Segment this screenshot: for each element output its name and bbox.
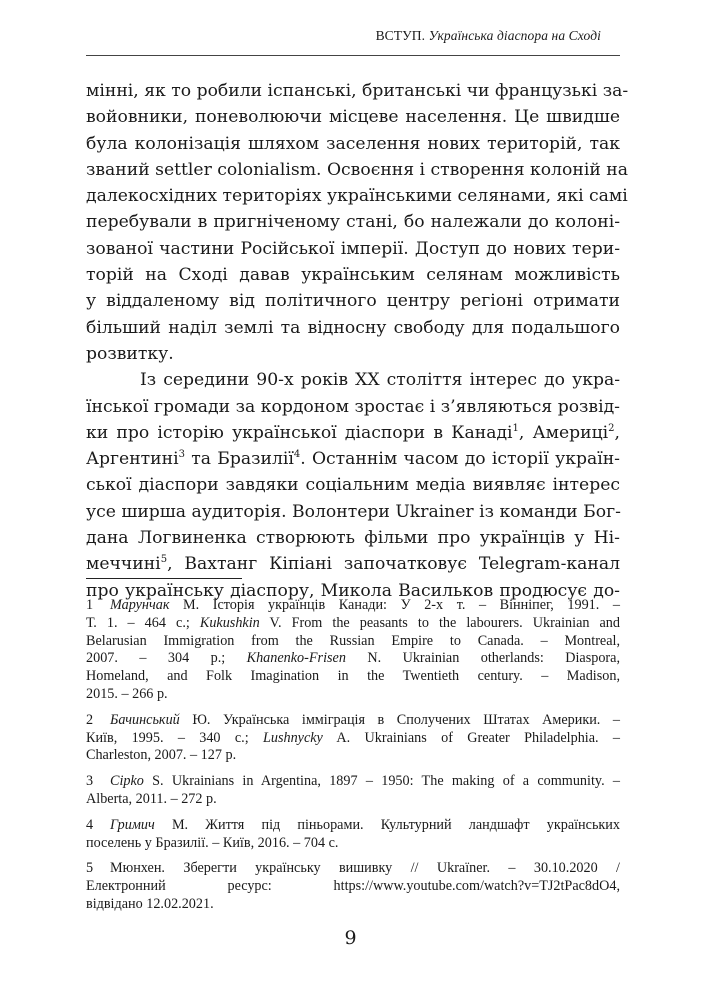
footnote-number: 5 [86,860,94,877]
body-line: дана Логвиненка створюють фільми про українців у Ні- [86,528,620,549]
body-line: про українську діаспору, Микола Васильков продюсує до- [86,580,620,601]
footnote-line [86,597,620,615]
footnote-text: М. Історія українців Канади: У 2-х т. – Вінніпег, 1991. – [169,597,620,613]
text-segment: , Вахтанг Кіпіані започатковує Telegram-канал [167,554,620,575]
footnote-number: 4 [86,816,94,833]
paragraph-1 [86,78,629,367]
body-line: мінні, як то робили іспанські, британські чи французькі за- [86,81,629,101]
body-line: званий settler colonialism. Освоєння і створення колоній на [86,159,628,180]
body-line: була колонізація шляхом заселення нових територій, так [86,133,620,154]
footnote-text: V. From the peasants to the labourers. Ukrainian and [259,614,620,631]
footnote-text: N. Ukrainian otherlands: Diaspora, [345,650,620,667]
footnote-ref-4[interactable]: 4 [293,449,301,461]
footnote-4 [86,817,620,853]
footnote-ref-1[interactable]: 1 [512,422,519,434]
footnote-author: Cipko [110,773,144,790]
footnote-author: Гримич [110,816,155,833]
body-line: зованої частини Російської імперії. Доступ до нових тери- [86,238,620,259]
footnote-line: поселень у Бразилії. – Київ, 2016. – 704 с. [86,834,339,851]
text-segment: меччині [86,554,161,575]
footnote-author: Бачинський [110,711,180,728]
footnote-ref-5[interactable]: 5 [160,554,168,566]
body-line: у віддаленому від політичного центру регіоні отримати [86,291,620,312]
body-line [86,551,620,577]
body-line: войовники, поневолюючи місцеве населення. Це швидше [86,107,620,128]
footnote-line: 2015. – 266 p. [86,685,168,702]
body-line: розвитку. [86,343,174,364]
header-divider [86,55,620,56]
footnote-ref-3[interactable]: 3 [178,449,185,461]
footnote-text: Мюнхен. Зберегти українську вишивку // Ukraїner. – 30.10.2020 / [110,860,620,877]
body-line: ської діаспори завдяки соціальним медіа виявляє інтерес [86,475,620,496]
body-line [86,446,620,472]
footnote-author: Lushnycky [262,729,323,746]
footnote-text: S. Ukrainians in Argentina, 1897 – 1950: The making of a community. – [143,773,620,790]
footnote-text: Ю. Українська імміграція в Сполучених Штатах Америки. – [179,711,620,728]
paragraph-2 [86,367,620,604]
footnote-divider [86,578,242,579]
footnote-text: М. Життя під піньорами. Культурний ландшафт українських [154,816,620,833]
footnote-number: 3 [86,773,94,790]
footnote-5 [86,860,620,913]
body-line: перебували в пригніченому стані, бо належали до колоні- [86,212,620,233]
body-line [86,420,620,446]
footnote-text: 2007. – 304 p.; [86,650,247,667]
text-segment: ки про історію української діаспори в Канаді [86,422,513,443]
footnote-text: Київ, 1995. – 340 с.; [86,729,263,746]
footnote-number: 1 [86,597,94,613]
footnote-line: Електронний ресурс: https://www.youtube.com/watch?v=TJ2tPac8dO4, [86,878,620,895]
text-segment: . Останнім часом до історії україн- [300,449,620,470]
footnote-line: Alberta, 2011. – 272 p. [86,790,217,807]
footnote-1 [86,597,620,704]
footnote-line [86,730,620,748]
footnote-line [86,817,620,835]
page-number: 9 [344,927,357,949]
body-line: усе ширша аудиторія. Волонтери Ukrainer із команди Бог- [86,501,621,522]
footnote-text: Т. 1. – 464 с.; [86,614,200,631]
footnote-author: Kukushkin [199,614,260,631]
footnote-author: Марунчак [110,597,170,613]
footnote-author: Khanenko-Frisen [246,650,346,667]
running-head [376,28,601,44]
body-line: більший наділ землі та відносну свободу для подальшого [86,317,620,338]
footnotes [86,597,620,922]
body-line: Із середини 90-х років XX століття інтерес до укра- [140,370,620,391]
footnote-line: відвідано 12.02.2021. [86,895,214,912]
text-segment: та Бразилії [184,449,294,470]
footnote-line [86,773,620,791]
text-segment: Аргентині [86,449,179,470]
footnote-line [86,650,620,668]
text-segment: , Америці [518,422,609,443]
body-line: торій на Сході давав українським селянам можливість [86,265,620,286]
footnote-number: 2 [86,711,94,728]
footnote-line: Homeland, and Folk Imagination in the Twentieth century. – Madison, [86,668,620,685]
footnote-line [86,712,620,730]
footnote-2 [86,712,620,765]
footnote-line [86,860,620,878]
running-head-title: Українська діаспора на Сході [428,28,601,43]
footnote-ref-2[interactable]: 2 [608,422,615,434]
body-line: далекосхідних територіях українськими селянами, які самі [86,186,628,207]
footnote-text: A. Ukrainians of Greater Philadelphia. – [322,729,620,746]
footnote-3 [86,773,620,809]
footnote-line [86,615,620,633]
main-text [86,78,629,604]
running-head-section: ВСТУП. [375,28,426,43]
footnote-line: Belarusian Immigration from the Russian Empire to Canada. – Montreal, [86,632,620,649]
body-line: їнської громади за кордоном зростає і з’являються розвід- [86,396,620,417]
footnote-line: Charleston, 2007. – 127 p. [86,747,237,764]
text-segment: , [614,422,621,443]
